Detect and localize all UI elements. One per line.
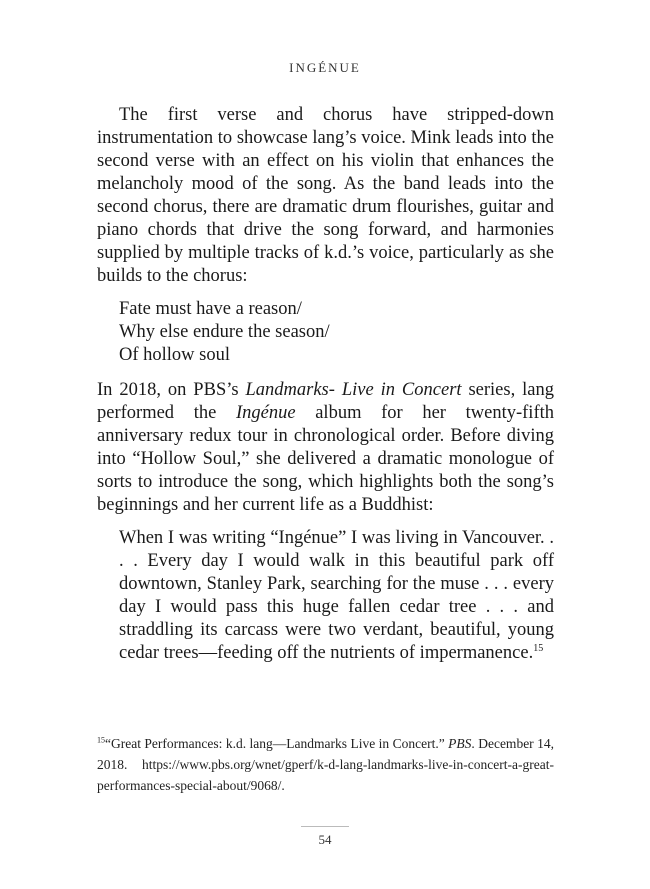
paragraph-2-text: series, lang performed the	[97, 380, 554, 423]
main-text	[97, 104, 554, 665]
footnote-text: “Great Performances: k.d. lang—Landmarks Live in Concert.”	[105, 736, 449, 751]
verse-line: Of hollow soul	[119, 345, 230, 365]
footnote-marker: 15	[97, 735, 105, 745]
paragraph-2-text: In 2018, on PBS’s	[97, 380, 246, 400]
verse-line: Why else endure the season/	[119, 322, 330, 342]
paragraph-2-text: album for her twenty-fifth anniversary redux tour in chronological order. Before diving into “Hollow Soul,” she delivered a dramatic monologue of sorts to introduce the song, which highlights both the song’s beginnings and her current life as a Buddhist:	[97, 403, 554, 515]
album-title: Ingénue	[235, 403, 296, 423]
footnote-reference[interactable]: 15	[533, 642, 544, 654]
footnote-source: PBS	[448, 736, 472, 751]
page-number: 54	[318, 832, 332, 847]
running-head: INGÉNUE	[289, 60, 361, 75]
show-title: Landmarks- Live in Concert	[245, 380, 462, 400]
quote-text: When I was writing “Ingénue” I was living in Vancouver. . . . Every day I would walk in this beautiful park off downtown, Stanley Park, searching for the muse . . . every day I would pass this huge fallen cedar tree . . . and straddling its carcass were two verdant, beautiful, young cedar trees—feeding off the nutrients of impermanence.	[119, 528, 554, 663]
lyric-verse	[119, 298, 554, 367]
block-quote	[119, 527, 554, 665]
folio-rule	[301, 826, 349, 827]
verse-line: Fate must have a reason/	[119, 299, 302, 319]
footnote	[97, 733, 554, 796]
paragraph-2	[97, 379, 554, 517]
paragraph-1: The first verse and chorus have stripped-down instrumentation to showcase lang’s voice. Mink leads into the second verse with an effect on his violin that enhances the melancholy mood of the song. As the band leads into the second chorus, there are dramatic drum flourishes, guitar and piano chords that drive the song forward, and harmonies supplied by multiple tracks of k.d.’s voice, particularly as she builds to the chorus:	[97, 105, 554, 286]
footnote-text: . December 14, 2018. https://www.pbs.org/wnet/gperf/k-d-lang-landmarks-live-in-concert-a-great-performances-special-about/9068/.	[97, 736, 554, 793]
